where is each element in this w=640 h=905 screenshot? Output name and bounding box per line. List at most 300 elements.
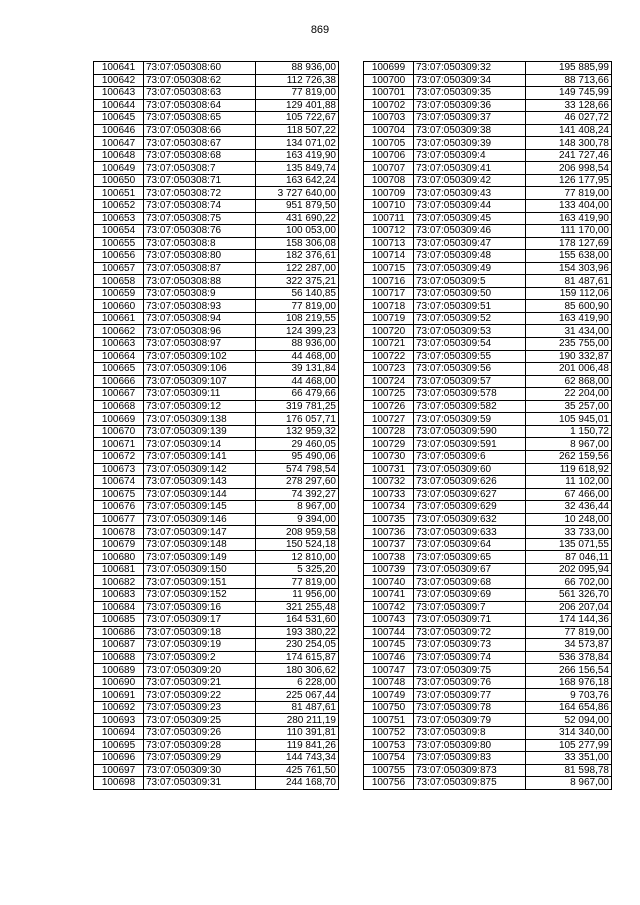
- row-number-cell: 100700: [364, 74, 414, 87]
- row-number-cell: 100671: [94, 438, 144, 451]
- row-number-cell: 100712: [364, 225, 414, 238]
- table-row: [364, 400, 612, 413]
- table-row: [94, 664, 339, 677]
- cadastral-number-cell: 73:07:050309:43: [414, 187, 526, 200]
- table-row: [364, 488, 612, 501]
- table-row: [94, 563, 339, 576]
- value-cell: 235 755,00: [526, 338, 612, 351]
- cadastral-number-cell: 73:07:050309:102: [144, 350, 256, 363]
- row-number-cell: 100695: [94, 739, 144, 752]
- value-cell: 158 306,08: [256, 237, 339, 250]
- cadastral-number-cell: 73:07:050309:150: [144, 563, 256, 576]
- table-row: [94, 551, 339, 564]
- row-number-cell: 100662: [94, 325, 144, 338]
- cadastral-number-cell: 73:07:050309:37: [414, 112, 526, 125]
- table-row: [364, 538, 612, 551]
- table-row: [94, 338, 339, 351]
- cadastral-number-cell: 73:07:050309:22: [144, 689, 256, 702]
- row-number-cell: 100666: [94, 375, 144, 388]
- row-number-cell: 100656: [94, 250, 144, 263]
- value-cell: 174 144,36: [526, 614, 612, 627]
- value-cell: 241 727,46: [526, 149, 612, 162]
- row-number-cell: 100663: [94, 338, 144, 351]
- value-cell: 39 131,84: [256, 363, 339, 376]
- cadastral-number-cell: 73:07:050308:74: [144, 200, 256, 213]
- value-cell: 322 375,21: [256, 275, 339, 288]
- value-cell: 29 460,05: [256, 438, 339, 451]
- table-row: [364, 112, 612, 125]
- table-row: [364, 752, 612, 765]
- row-number-cell: 100709: [364, 187, 414, 200]
- table-row: [94, 764, 339, 777]
- table-row: [94, 651, 339, 664]
- value-cell: 163 419,90: [526, 312, 612, 325]
- value-cell: 5 325,20: [256, 563, 339, 576]
- cadastral-number-cell: 73:07:050308:93: [144, 300, 256, 313]
- cadastral-number-cell: 73:07:050309:46: [414, 225, 526, 238]
- cadastral-number-cell: 73:07:050309:59: [414, 413, 526, 426]
- table-row: [94, 701, 339, 714]
- cadastral-number-cell: 73:07:050309:26: [144, 726, 256, 739]
- row-number-cell: 100689: [94, 664, 144, 677]
- cadastral-number-cell: 73:07:050309:148: [144, 538, 256, 551]
- table-row: [364, 99, 612, 112]
- cadastral-number-cell: 73:07:050309:29: [144, 752, 256, 765]
- table-row: [94, 626, 339, 639]
- cadastral-number-cell: 73:07:050309:41: [414, 162, 526, 175]
- cadastral-number-cell: 73:07:050309:139: [144, 425, 256, 438]
- value-cell: 159 112,06: [526, 287, 612, 300]
- row-number-cell: 100657: [94, 262, 144, 275]
- value-cell: 110 391,81: [256, 726, 339, 739]
- row-number-cell: 100708: [364, 174, 414, 187]
- row-number-cell: 100721: [364, 338, 414, 351]
- table-row: [94, 174, 339, 187]
- cadastral-number-cell: 73:07:050309:71: [414, 614, 526, 627]
- table-row: [94, 752, 339, 765]
- table-row: [364, 576, 612, 589]
- row-number-cell: 100756: [364, 777, 414, 790]
- cadastral-number-cell: 73:07:050308:9: [144, 287, 256, 300]
- value-cell: 195 885,99: [526, 62, 612, 75]
- row-number-cell: 100736: [364, 526, 414, 539]
- table-row: [94, 476, 339, 489]
- value-cell: 118 507,22: [256, 124, 339, 137]
- cadastral-number-cell: 73:07:050308:88: [144, 275, 256, 288]
- row-number-cell: 100654: [94, 225, 144, 238]
- row-number-cell: 100674: [94, 476, 144, 489]
- cadastral-number-cell: 73:07:050309:75: [414, 664, 526, 677]
- row-number-cell: 100726: [364, 400, 414, 413]
- row-number-cell: 100747: [364, 664, 414, 677]
- cadastral-number-cell: 73:07:050309:30: [144, 764, 256, 777]
- value-cell: 230 254,05: [256, 639, 339, 652]
- row-number-cell: 100646: [94, 124, 144, 137]
- table-row: [94, 74, 339, 87]
- table-row: [94, 112, 339, 125]
- table-row: [94, 262, 339, 275]
- cadastral-number-cell: 73:07:050309:57: [414, 375, 526, 388]
- row-number-cell: 100713: [364, 237, 414, 250]
- value-cell: 425 761,50: [256, 764, 339, 777]
- table-row: [94, 62, 339, 75]
- value-cell: 225 067,44: [256, 689, 339, 702]
- value-cell: 124 399,23: [256, 325, 339, 338]
- row-number-cell: 100653: [94, 212, 144, 225]
- table-row: [94, 237, 339, 250]
- row-number-cell: 100749: [364, 689, 414, 702]
- cadastral-number-cell: 73:07:050309:629: [414, 501, 526, 514]
- value-cell: 206 207,04: [526, 601, 612, 614]
- cadastral-number-cell: 73:07:050309:19: [144, 639, 256, 652]
- row-number-cell: 100699: [364, 62, 414, 75]
- cadastral-number-cell: 73:07:050309:578: [414, 388, 526, 401]
- table-row: [94, 538, 339, 551]
- cadastral-number-cell: 73:07:050309:145: [144, 501, 256, 514]
- cadastral-number-cell: 73:07:050309:152: [144, 588, 256, 601]
- cadastral-number-cell: 73:07:050309:45: [414, 212, 526, 225]
- cadastral-number-cell: 73:07:050309:632: [414, 513, 526, 526]
- value-cell: 66 702,00: [526, 576, 612, 589]
- cadastral-number-cell: 73:07:050309:7: [414, 601, 526, 614]
- cadastral-number-cell: 73:07:050308:71: [144, 174, 256, 187]
- table-row: [94, 488, 339, 501]
- table-row: [94, 400, 339, 413]
- row-number-cell: 100691: [94, 689, 144, 702]
- left-table-body: [94, 62, 339, 790]
- row-number-cell: 100697: [94, 764, 144, 777]
- cadastral-number-cell: 73:07:050309:31: [144, 777, 256, 790]
- value-cell: 1 150,72: [526, 425, 612, 438]
- value-cell: 77 819,00: [256, 300, 339, 313]
- row-number-cell: 100670: [94, 425, 144, 438]
- value-cell: 168 976,18: [526, 676, 612, 689]
- value-cell: 8 967,00: [256, 501, 339, 514]
- row-number-cell: 100679: [94, 538, 144, 551]
- cadastral-number-cell: 73:07:050309:6: [414, 450, 526, 463]
- value-cell: 208 959,58: [256, 526, 339, 539]
- row-number-cell: 100739: [364, 563, 414, 576]
- row-number-cell: 100676: [94, 501, 144, 514]
- table-row: [364, 450, 612, 463]
- value-cell: 44 468,00: [256, 350, 339, 363]
- cadastral-number-cell: 73:07:050308:72: [144, 187, 256, 200]
- value-cell: 85 600,90: [526, 300, 612, 313]
- value-cell: 100 053,00: [256, 225, 339, 238]
- row-number-cell: 100690: [94, 676, 144, 689]
- cadastral-number-cell: 73:07:050309:32: [414, 62, 526, 75]
- row-number-cell: 100735: [364, 513, 414, 526]
- value-cell: 126 177,95: [526, 174, 612, 187]
- row-number-cell: 100738: [364, 551, 414, 564]
- cadastral-number-cell: 73:07:050309:14: [144, 438, 256, 451]
- row-number-cell: 100710: [364, 200, 414, 213]
- cadastral-number-cell: 73:07:050309:76: [414, 676, 526, 689]
- value-cell: 202 095,94: [526, 563, 612, 576]
- row-number-cell: 100650: [94, 174, 144, 187]
- value-cell: 95 490,06: [256, 450, 339, 463]
- table-row: [94, 350, 339, 363]
- cadastral-number-cell: 73:07:050309:69: [414, 588, 526, 601]
- table-row: [364, 588, 612, 601]
- row-number-cell: 100750: [364, 701, 414, 714]
- row-number-cell: 100741: [364, 588, 414, 601]
- row-number-cell: 100744: [364, 626, 414, 639]
- value-cell: 8 967,00: [526, 438, 612, 451]
- row-number-cell: 100711: [364, 212, 414, 225]
- table-row: [94, 375, 339, 388]
- cadastral-number-cell: 73:07:050309:35: [414, 87, 526, 100]
- value-cell: 244 168,70: [256, 777, 339, 790]
- value-cell: 10 248,00: [526, 513, 612, 526]
- table-row: [94, 187, 339, 200]
- row-number-cell: 100673: [94, 463, 144, 476]
- cadastral-number-cell: 73:07:050309:106: [144, 363, 256, 376]
- row-number-cell: 100733: [364, 488, 414, 501]
- cadastral-number-cell: 73:07:050309:44: [414, 200, 526, 213]
- row-number-cell: 100754: [364, 752, 414, 765]
- table-row: [364, 425, 612, 438]
- cadastral-number-cell: 73:07:050309:73: [414, 639, 526, 652]
- table-row: [94, 526, 339, 539]
- row-number-cell: 100703: [364, 112, 414, 125]
- table-row: [364, 200, 612, 213]
- value-cell: 135 071,55: [526, 538, 612, 551]
- row-number-cell: 100687: [94, 639, 144, 652]
- cadastral-number-cell: 73:07:050309:12: [144, 400, 256, 413]
- cadastral-number-cell: 73:07:050309:42: [414, 174, 526, 187]
- value-cell: 164 531,60: [256, 614, 339, 627]
- value-cell: 88 713,66: [526, 74, 612, 87]
- row-number-cell: 100724: [364, 375, 414, 388]
- row-number-cell: 100678: [94, 526, 144, 539]
- value-cell: 314 340,00: [526, 726, 612, 739]
- cadastral-number-cell: 73:07:050309:68: [414, 576, 526, 589]
- table-row: [364, 375, 612, 388]
- row-number-cell: 100702: [364, 99, 414, 112]
- row-number-cell: 100705: [364, 137, 414, 150]
- row-number-cell: 100723: [364, 363, 414, 376]
- cadastral-number-cell: 73:07:050309:51: [414, 300, 526, 313]
- row-number-cell: 100655: [94, 237, 144, 250]
- table-row: [364, 739, 612, 752]
- row-number-cell: 100659: [94, 287, 144, 300]
- table-row: [364, 601, 612, 614]
- value-cell: 8 967,00: [526, 777, 612, 790]
- table-row: [94, 739, 339, 752]
- cadastral-number-cell: 73:07:050309:52: [414, 312, 526, 325]
- value-cell: 119 841,26: [256, 739, 339, 752]
- row-number-cell: 100667: [94, 388, 144, 401]
- cadastral-number-cell: 73:07:050309:83: [414, 752, 526, 765]
- value-cell: 44 468,00: [256, 375, 339, 388]
- table-row: [94, 124, 339, 137]
- cadastral-number-cell: 73:07:050309:20: [144, 664, 256, 677]
- row-number-cell: 100751: [364, 714, 414, 727]
- row-number-cell: 100684: [94, 601, 144, 614]
- row-number-cell: 100742: [364, 601, 414, 614]
- value-cell: 74 392,27: [256, 488, 339, 501]
- value-cell: 11 956,00: [256, 588, 339, 601]
- table-row: [94, 777, 339, 790]
- row-number-cell: 100651: [94, 187, 144, 200]
- table-row: [94, 99, 339, 112]
- table-row: [94, 275, 339, 288]
- value-cell: 81 487,61: [526, 275, 612, 288]
- table-row: [364, 701, 612, 714]
- cadastral-number-cell: 73:07:050309:582: [414, 400, 526, 413]
- value-cell: 34 573,87: [526, 639, 612, 652]
- cadastral-number-cell: 73:07:050308:8: [144, 237, 256, 250]
- cadastral-number-cell: 73:07:050309:627: [414, 488, 526, 501]
- value-cell: 154 303,96: [526, 262, 612, 275]
- row-number-cell: 100720: [364, 325, 414, 338]
- cadastral-number-cell: 73:07:050308:68: [144, 149, 256, 162]
- cadastral-number-cell: 73:07:050309:64: [414, 538, 526, 551]
- table-row: [364, 325, 612, 338]
- row-number-cell: 100645: [94, 112, 144, 125]
- cadastral-number-cell: 73:07:050309:151: [144, 576, 256, 589]
- row-number-cell: 100706: [364, 149, 414, 162]
- table-row: [364, 300, 612, 313]
- table-row: [94, 588, 339, 601]
- cadastral-number-cell: 73:07:050309:138: [144, 413, 256, 426]
- table-row: [94, 513, 339, 526]
- cadastral-number-cell: 73:07:050308:66: [144, 124, 256, 137]
- row-number-cell: 100669: [94, 413, 144, 426]
- value-cell: 150 524,18: [256, 538, 339, 551]
- table-row: [94, 137, 339, 150]
- row-number-cell: 100728: [364, 425, 414, 438]
- table-row: [94, 450, 339, 463]
- value-cell: 105 277,99: [526, 739, 612, 752]
- row-number-cell: 100681: [94, 563, 144, 576]
- cadastral-number-cell: 73:07:050309:47: [414, 237, 526, 250]
- value-cell: 77 819,00: [256, 576, 339, 589]
- table-row: [94, 413, 339, 426]
- row-number-cell: 100740: [364, 576, 414, 589]
- table-row: [364, 149, 612, 162]
- table-row: [364, 124, 612, 137]
- value-cell: 163 419,90: [256, 149, 339, 162]
- cadastral-number-cell: 73:07:050309:67: [414, 563, 526, 576]
- cadastral-number-cell: 73:07:050309:141: [144, 450, 256, 463]
- value-cell: 182 376,61: [256, 250, 339, 263]
- row-number-cell: 100682: [94, 576, 144, 589]
- value-cell: 46 027,72: [526, 112, 612, 125]
- table-row: [364, 312, 612, 325]
- value-cell: 12 810,00: [256, 551, 339, 564]
- table-row: [364, 262, 612, 275]
- value-cell: 31 434,00: [526, 325, 612, 338]
- cadastral-number-cell: 73:07:050309:23: [144, 701, 256, 714]
- row-number-cell: 100641: [94, 62, 144, 75]
- value-cell: 951 879,50: [256, 200, 339, 213]
- value-cell: 133 404,00: [526, 200, 612, 213]
- row-number-cell: 100668: [94, 400, 144, 413]
- cadastral-number-cell: 73:07:050309:53: [414, 325, 526, 338]
- value-cell: 52 094,00: [526, 714, 612, 727]
- value-cell: 144 743,34: [256, 752, 339, 765]
- table-row: [364, 551, 612, 564]
- cadastral-number-cell: 73:07:050309:77: [414, 689, 526, 702]
- row-number-cell: 100694: [94, 726, 144, 739]
- table-row: [94, 162, 339, 175]
- table-row: [364, 275, 612, 288]
- table-row: [364, 162, 612, 175]
- value-cell: 77 819,00: [256, 87, 339, 100]
- cadastral-number-cell: 73:07:050309:65: [414, 551, 526, 564]
- row-number-cell: 100718: [364, 300, 414, 313]
- table-row: [364, 777, 612, 790]
- table-row: [364, 250, 612, 263]
- table-row: [94, 287, 339, 300]
- cadastral-number-cell: 73:07:050308:75: [144, 212, 256, 225]
- table-row: [364, 74, 612, 87]
- cadastral-number-cell: 73:07:050309:626: [414, 476, 526, 489]
- table-row: [94, 388, 339, 401]
- table-row: [364, 363, 612, 376]
- table-row: [364, 62, 612, 75]
- value-cell: 163 642,24: [256, 174, 339, 187]
- cadastral-number-cell: 73:07:050309:28: [144, 739, 256, 752]
- cadastral-number-cell: 73:07:050308:87: [144, 262, 256, 275]
- table-row: [364, 137, 612, 150]
- value-cell: 129 401,88: [256, 99, 339, 112]
- row-number-cell: 100685: [94, 614, 144, 627]
- cadastral-number-cell: 73:07:050309:11: [144, 388, 256, 401]
- value-cell: 9 394,00: [256, 513, 339, 526]
- row-number-cell: 100686: [94, 626, 144, 639]
- table-row: [94, 225, 339, 238]
- value-cell: 6 228,00: [256, 676, 339, 689]
- value-cell: 33 733,00: [526, 526, 612, 539]
- cadastral-number-cell: 73:07:050309:149: [144, 551, 256, 564]
- cadastral-number-cell: 73:07:050308:76: [144, 225, 256, 238]
- table-row: [364, 413, 612, 426]
- row-number-cell: 100725: [364, 388, 414, 401]
- row-number-cell: 100746: [364, 651, 414, 664]
- cadastral-number-cell: 73:07:050308:63: [144, 87, 256, 100]
- table-row: [364, 664, 612, 677]
- value-cell: 141 408,24: [526, 124, 612, 137]
- table-row: [364, 726, 612, 739]
- row-number-cell: 100652: [94, 200, 144, 213]
- cadastral-number-cell: 73:07:050309:2: [144, 651, 256, 664]
- value-cell: 149 745,99: [526, 87, 612, 100]
- table-row: [94, 425, 339, 438]
- value-cell: 62 868,00: [526, 375, 612, 388]
- cadastral-number-cell: 73:07:050309:21: [144, 676, 256, 689]
- cadastral-number-cell: 73:07:050309:72: [414, 626, 526, 639]
- table-row: [364, 689, 612, 702]
- cadastral-number-cell: 73:07:050309:74: [414, 651, 526, 664]
- table-row: [94, 614, 339, 627]
- cadastral-number-cell: 73:07:050309:144: [144, 488, 256, 501]
- value-cell: 112 726,38: [256, 74, 339, 87]
- row-number-cell: 100753: [364, 739, 414, 752]
- value-cell: 87 046,11: [526, 551, 612, 564]
- value-cell: 35 257,00: [526, 400, 612, 413]
- row-number-cell: 100732: [364, 476, 414, 489]
- row-number-cell: 100707: [364, 162, 414, 175]
- row-number-cell: 100693: [94, 714, 144, 727]
- table-row: [364, 350, 612, 363]
- value-cell: 178 127,69: [526, 237, 612, 250]
- row-number-cell: 100716: [364, 275, 414, 288]
- cadastral-number-cell: 73:07:050309:147: [144, 526, 256, 539]
- value-cell: 180 306,62: [256, 664, 339, 677]
